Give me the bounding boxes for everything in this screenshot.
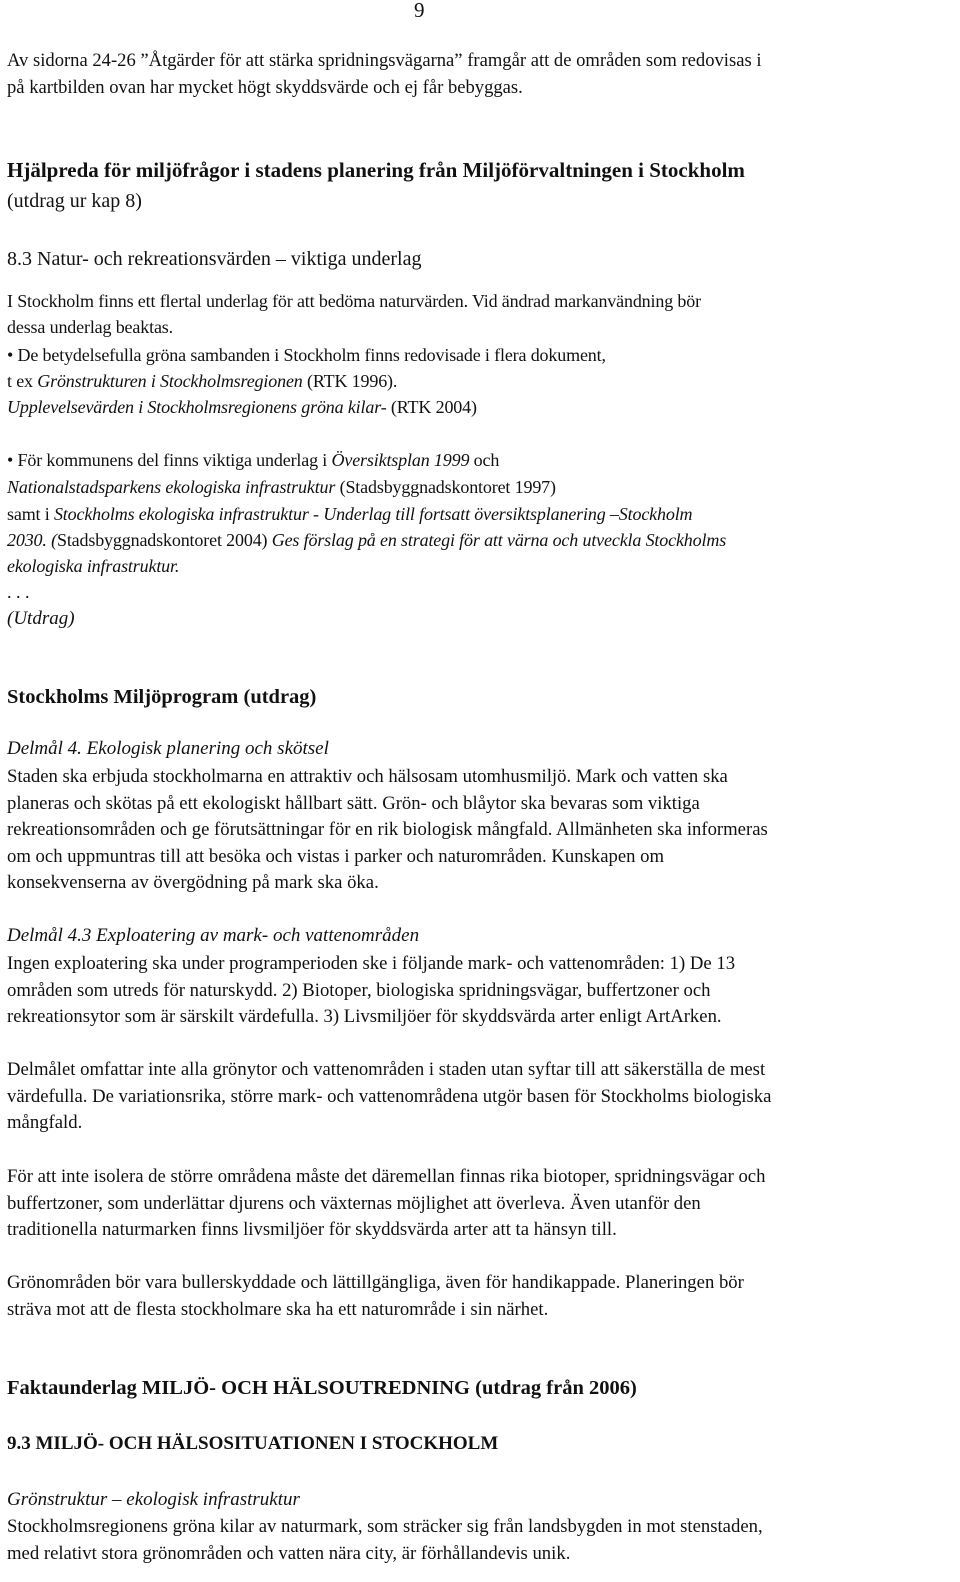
- text-run: (Stadsbyggnadskontoret 1997): [335, 477, 556, 497]
- text-line: mångfald.: [7, 1112, 83, 1133]
- text-run: • För kommunens del finns viktiga underlag i: [7, 450, 332, 470]
- section1-p1-line-2: dessa underlag beaktas.: [7, 317, 173, 337]
- text-run: (RTK 2004): [386, 397, 477, 417]
- section2-heading: Stockholms Miljöprogram (utdrag): [7, 686, 317, 708]
- section1-bullet2-line-1: [7, 450, 499, 471]
- section1-bullet2-line-4: [7, 530, 726, 551]
- text-line: Ingen exploatering ska under programperioden ske i följande mark- och vattenområden: 1) De 13: [7, 953, 736, 974]
- delmal-4-title: Delmål 4. Ekologisk planering och skötsel: [7, 738, 329, 759]
- text-line: Grönområden bör vara bullerskyddade och lättillgängliga, även för handikappade. Planeringen bör: [7, 1272, 744, 1293]
- document-title-italic: Ges förslag på en strategi för att värna och utveckla Stockholms: [271, 530, 727, 550]
- text-line: buffertzoner, som underlättar djurens och växternas möjlighet att överleva. Även utanför den: [7, 1192, 701, 1214]
- document-title-italic: Grönstrukturen i Stockholmsregionen: [37, 371, 303, 391]
- text-line: Staden ska erbjuda stockholmarna en attraktiv och hälsosam utomhusmiljö. Mark och vatten ska: [7, 766, 728, 787]
- paragraph-isolera: [7, 1164, 952, 1244]
- text-line: Delmålet omfattar inte alla grönytor och vattenområden i staden utan syftar till att säkerställa de mest: [7, 1059, 766, 1080]
- paragraph-delmalet: [7, 1057, 952, 1137]
- section1-bullet2-line-3: [7, 504, 692, 525]
- intro-line-2: på kartbilden ovan har mycket högt skyddsvärde och ej får bebyggas.: [7, 77, 523, 98]
- text-line: rekreationsområden och ge förutsättningar för en rik biologisk mångfald. Allmänheten ska informeras: [7, 819, 768, 840]
- section1-bullet1-line-3: [7, 397, 477, 418]
- delmal-4-3-text: [7, 951, 952, 1031]
- document-title-italic: Stockholms ekologiska infrastruktur - Underlag till fortsatt översiktsplanering –Stockholm: [53, 504, 693, 524]
- text-line: planeras och skötas på ett ekologiskt hållbart sätt. Grön- och blåytor ska bevaras som viktiga: [7, 792, 700, 814]
- text-run: (RTK 1996).: [302, 371, 398, 391]
- document-title-italic: Nationalstadsparkens ekologiska infrastruktur: [7, 477, 336, 497]
- text-line: värdefulla. De variationsrika, större mark- och vattenområdena utgör basen för Stockholms biologiska: [7, 1085, 772, 1107]
- section1-bullet1-line-1: • De betydelsefulla gröna sambanden i Stockholm finns redovisade i flera dokument,: [7, 345, 606, 365]
- text-line: om och uppmuntras till att besöka och vistas i parker och naturområden. Kunskapen om: [7, 845, 665, 867]
- section3-text: [7, 1514, 952, 1567]
- text-line: konsekvenserna av övergödning på mark ska öka.: [7, 872, 379, 893]
- section3-italic-title: Grönstruktur – ekologisk infrastruktur: [7, 1489, 300, 1510]
- text-line: områden som utreds för naturskydd. 2) Biotoper, biologiska spridningsvägar, buffertzoner och: [7, 979, 711, 1001]
- section3-subheading: 9.3 MILJÖ- OCH HÄLSOSITUATIONEN I STOCKHOLM: [7, 1433, 499, 1454]
- section1-bullet2-line-5: ekologiska infrastruktur.: [7, 556, 180, 576]
- section1-heading-line-2: (utdrag ur kap 8): [7, 190, 142, 212]
- text-line: traditionella naturmarken finns livsmiljöer för skyddsvärda arter att ta hänsyn till.: [7, 1219, 617, 1240]
- text-line: För att inte isolera de större områdena måste det däremellan finnas rika biotoper, spridningsvägar och: [7, 1166, 766, 1187]
- delmal-4-3-title: Delmål 4.3 Exploatering av mark- och vattenområden: [7, 925, 420, 946]
- section3-heading: Faktaunderlag MILJÖ- OCH HÄLSOUTREDNING (utdrag från 2006): [7, 1377, 637, 1399]
- text-line: sträva mot att de flesta stockholmare ska ha ett naturområde i sin närhet.: [7, 1298, 549, 1320]
- utdrag-note: (Utdrag): [7, 608, 75, 629]
- section1-bullet2-line-2: [7, 477, 556, 498]
- text-line: rekreationsytor som är särskilt värdefulla. 3) Livsmiljöer för skyddsvärda arter enligt ArtArken.: [7, 1006, 722, 1027]
- document-title-italic: Översiktsplan 1999: [331, 450, 470, 470]
- text-run: Stadsbyggnadskontoret 2004): [56, 530, 272, 550]
- text-line: Stockholmsregionens gröna kilar av naturmark, som sträcker sig från landsbygden in mot stenstaden,: [7, 1516, 763, 1537]
- section1-heading-line-1: Hjälpreda för miljöfrågor i stadens planering från Miljöförvaltningen i Stockholm: [7, 158, 745, 182]
- paragraph-gronomraden: [7, 1270, 952, 1323]
- section1-subheading: 8.3 Natur- och rekreationsvärden – viktiga underlag: [7, 248, 422, 270]
- section1-p1-line-1: I Stockholm finns ett flertal underlag för att bedöma naturvärden. Vid ändrad markanvändning bör: [7, 291, 701, 311]
- text-run: t ex: [7, 371, 38, 391]
- section1-bullet1-line-2: [7, 371, 397, 392]
- text-line: med relativt stora grönområden och vatten nära city, är förhållandevis unik.: [7, 1542, 571, 1564]
- intro-line-1: Av sidorna 24-26 ”Åtgärder för att stärka spridningsvägarna” framgår att de områden som redovisas i: [7, 50, 762, 71]
- ellipsis: . . .: [7, 582, 30, 602]
- delmal-4-text: [7, 764, 952, 897]
- page-number: 9: [414, 0, 425, 22]
- document-title-italic: 2030. (: [7, 530, 57, 550]
- text-run: och: [469, 450, 500, 470]
- document-title-italic: Upplevelsevärden i Stockholmsregionens gröna kilar-: [7, 397, 387, 417]
- text-run: samt i: [7, 504, 54, 524]
